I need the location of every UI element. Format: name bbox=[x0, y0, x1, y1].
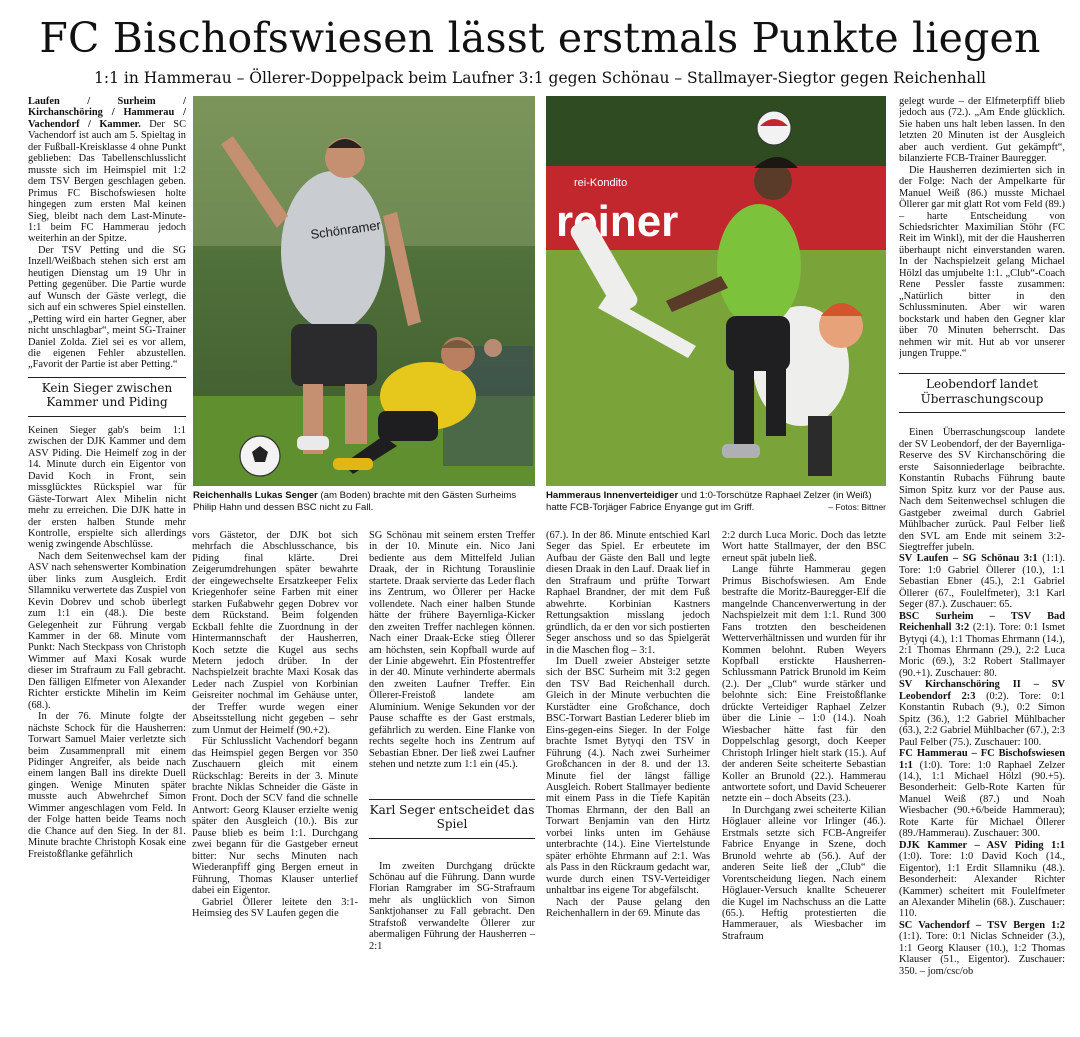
banner-small-text: rei-Kondito bbox=[574, 177, 628, 189]
article-paragraph: Im zweiten Durchgang drückte Schönau auf die Führung. Dann wurde Florian Ramgraber im SG-Strafraum mehr als unglücklich von Simon Sanktjohanser zu Fall gebracht. Den Strafstoß verwandelte Öllerer zur abermaligen Führung der Hausherren – 2:1 bbox=[369, 860, 535, 952]
results-list bbox=[899, 553, 1065, 977]
banner-text: reiner bbox=[556, 197, 679, 246]
result-entry: SV Laufen – SG Schönau 3:1 (1:1). Tore: 1:0 Gabriel Öllerer (10.), 1:1 Sebastian Ebner (45.), 2:1 Gabriel Öllerer (67., Foulelfmeter), 3:1 Karl Seger (87.). Zuschauer: 65. bbox=[899, 553, 1065, 611]
article-paragraph: vors Gästetor, der DJK bot sich mehrfach die Abschlusschance, bis Piding final klärte. Drei Zeigerumdrehungen später bewahrte der eingewechselte Ersatzkeeper Felix Kriegenhofer seine Farben mit einer starken Fußabwehr gegen Dobrev vor dem Rückstand. Beim folgenden Eckball fehlte die Zuordnung in der Hintermannschaft der Hausherren, Koch setzte die Kugel aus sechs Metern jedoch drüber. In der Nachspielzeit brachte Maxi Kosak das Leder nach Zuspiel von Korbinian Geisreiter nochmal im Gehäuse unter, der Treffer wurde wegen einer Abseitsstellung nicht gegeben – sehr zum Unmut der Heimelf (90.+2). bbox=[192, 530, 358, 736]
article-column-4 bbox=[546, 530, 710, 1025]
article-paragraph: gelegt wurde – der Elfmeterpfiff blieb jedoch aus (72.). „Am Ende glücklich. Sie haben uns halt leben lassen. In den letzten 20 Minuten ist der Ausgleich aber auch verdient. Gut gekämpft“, bilanzierte FCB-Trainer Bauregger. bbox=[899, 96, 1065, 165]
result-entry: FC Hammerau – FC Bischofswiesen 1:1 (1:0). Tore: 1:0 Raphael Zelzer (14.), 1:1 Michael Hölzl (90.+5). Besonderheit: Gelb-Rote Karten für Manuel Weiß (87.) und Noah Wiesbacher (90.+6/beide Hammerau); Rote Karte für Michael Öllerer (89./Hammerau). Zuschauer: 300. bbox=[899, 748, 1065, 840]
article-paragraph: Gabriel Öllerer leitete den 3:1-Heimsieg des SV Laufen gegen die bbox=[192, 896, 358, 919]
article-paragraph: Einen Überraschungscoup landete der SV Leobendorf, der der Bayernliga-Reserve des SV Kirchanschöring die erste Saisonniederlage beibrachte. Konstantin Rubachs Führung baute Simon Spitz kurz vor der Pause aus. Nach dem Seitenwechsel schlugen die Gastgeber zweimal durch Gabriel Mühlbacher zurück. Paul Felber ließ den SVL am Ende mit seinem 3:2-Siegtreffer jubeln. bbox=[899, 427, 1065, 553]
shirt-sponsor-text: Schönramer bbox=[309, 217, 382, 243]
article-column-1 bbox=[28, 96, 186, 1021]
photo-credit: – Fotos: Bittner bbox=[828, 501, 886, 512]
article-paragraph: SG Schönau mit seinem ersten Treffer in der 10. Minute ein. Nico Jani bediente aus dem Mittelfeld Julian Draak, der in Richtung Torauslinie startete. Draak servierte das Leder flach ins Zentrum, wo Öllerer per Hacke vollendete. Nach einer halben Stunde hätte der frühere Bayernliga-Kicker den zweiten Treffer nachlegen können. Nach einer Draak-Ecke stieg Öllerer am höchsten, sein Kopfball wurde auf der Linie abgewehrt. Ein Pfostentreffer in der 40. Minute verhinderte abermals den zweiten Laufner Treffer. Ein Öllerer-Freistoß landete am Aluminium. Wenige Sekunden vor der Pause schaffte es der Gast erstmals, gefährlich zu werden. Eine Flanke von rechts segelte hoch ins Zentrum auf Sebastian Ebner. Der ließ zwei Laufner stehen und netzte zum 1:1 ein (45.). bbox=[369, 530, 535, 771]
article-column-5 bbox=[722, 530, 886, 1025]
photo-hammerau-bischofswiesen-image bbox=[546, 96, 886, 486]
article-paragraph: 2:2 durch Luca Moric. Doch das letzte Wort hatte Stallmayer, der den BSC erneut spät jubeln ließ. bbox=[722, 530, 886, 564]
headline: FC Bischofswiesen lässt erstmals Punkte liegen bbox=[39, 14, 1041, 62]
photo-reichenhall-surheim-image bbox=[193, 96, 535, 486]
article-paragraph: In Durchgang zwei scheiterte Kilian Höglauer alleine vor Irlinger (46.). Erstmals setzte sich FCB-Angreifer Fabrice Enyange in Szene, doch Brunold wehrte ab (56.). Auf der anderen Seite ließ der „Club“ die Vorentscheidung liegen. Nach einem Höglauer-Versuch knallte Scheuerer die Kugel im Nachschuss an die Latte (65.). Heftig protestierten die Hammerauer, als Wiesbacher im Strafraum bbox=[722, 804, 886, 942]
subheadline: 1:1 in Hammerau – Öllerer-Doppelpack beim Laufner 3:1 gegen Schönau – Stallmayer-Siegtor gegen Reichenhall bbox=[94, 69, 986, 87]
photo2-caption: Hammeraus Innenverteidiger und 1:0-Torschütze Raphael Zelzer (in Weiß) hatte FCB-Torjäger Fabrice Enyange gut im Griff. – Fotos: Bittner bbox=[546, 490, 886, 513]
article-column-3 bbox=[369, 530, 535, 1025]
photo-reichenhall-surheim bbox=[193, 96, 535, 486]
photo1-caption: Reichenhalls Lukas Senger (am Boden) brachte mit den Gästen Surheims Philip Hahn und dessen BSC nicht zu Fall. bbox=[193, 490, 517, 513]
result-entry: SC Vachendorf – TSV Bergen 1:2 (1:1). Tore: 0:1 Niclas Schneider (3.), 1:1 Georg Klauser (10.), 1:2 Thomas Klauser (51., Eigentor). Zuschauer: 350. – jom/csc/ob bbox=[899, 919, 1065, 977]
signoff: – jom/csc/ob bbox=[919, 965, 974, 977]
intro-paragraph: Laufen / Surheim / Kirchanschöring / Hammerau / Vachendorf / Kammer. Der SC Vachendorf ist auch am 5. Spieltag in der Fußball-Kreisklasse 4 ohne Punkt geblieben: Das Tabellenschlusslicht musste sich im Heimspiel mit 1:2 dem TSV Bergen geschlagen geben. Primus FC Bischofswiesen holte hingegen zum ersten Mal keinen Sieg, bleibt nach dem Last-Minute-1:1 beim FC Hammerau jedoch weiterhin an der Spitze. bbox=[28, 96, 186, 245]
article-paragraph: In der 76. Minute folgte der nächste Schock für die Hausherren: Torwart Samuel Maier verletzte sich beim Zusammenprall mit einem Pidinger Angreifer, als beide nach einem langen Ball ins direkte Duell gingen. Wenige Minuten später musste auch Abwehrchef Simon Wimmer angeschlagen vom Feld. In der Folge hatten beide Teams noch die Chance auf den Sieg. In der 81. Minute brachte Christoph Kosak eine Freistoßflanke gefährlich bbox=[28, 711, 186, 860]
article-paragraph: Die Hausherren dezimierten sich in der Folge: Nach der Ampelkarte für Manuel Weiß (86.) musste Michael Öllerer gar mit glatt Rot vom Feld (89.) – harte Entscheidung von Schiedsrichter Maximilian Stöhr (FC Reit im Winkl), mit der die Hausherren überhaupt nicht einverstanden waren. In der Nachspielzeit gelang Michael Hölzl das umjubelte 1:1. „Club“-Coach Rene Pessler fasste zusammen: „Natürlich bitter in den Schlussminuten. Aber wir waren bockstark und haben den Gegner klar über 70 Minuten beherrscht. Das nehmen wir mit. Hut ab vor unserer jungen Truppe.“ bbox=[899, 164, 1065, 359]
section-heading: Leobendorf landet Überraschungscoup bbox=[899, 373, 1065, 413]
article-paragraph: Für Schlusslicht Vachendorf begann das Heimspiel gegen Bergen vor 350 Zuschauern gleich mit einem Rückschlag: Bereits in der 3. Minute brachte Niklas Schneider die Gäste in Front. Doch der SCV fand die schnelle Antwort: Georg Klauser erzielte wenig später den Ausgleich (10.). Bis zur Pause blieb es beim 1:1. Durchgang zwei begann für die Gastgeber erneut bitter: Nur sechs Minuten nach Wiederanpfiff ging Bergen erneut in Führung, Thomas Klauser unterlief dabei ein Eigentor. bbox=[192, 736, 358, 897]
section-heading: Kein Sieger zwischen Kammer und Piding bbox=[28, 377, 186, 417]
article-paragraph: Keinen Sieger gab's beim 1:1 zwischen der DJK Kammer und dem ASV Piding. Die Heimelf zog in der 14. Minute durch ein Eigentor von David Koch in Front, sein missglücktes Rückspiel war für Gäste-Torwart Alex Mihelin nicht mehr zu erreichen. Die DJK hatte in der ersten halben Stunde mehr Kontrolle, erspielte sich allerdings wenig zwingende Abschlüsse. bbox=[28, 424, 186, 551]
article-paragraph: Nach der Pause gelang den Reichenhallern in der 69. Minute das bbox=[546, 896, 710, 919]
result-entry: BSC Surheim – TSV Bad Reichenhall 3:2 (2:1). Tore: 0:1 Ismet Bytyqi (4.), 1:1 Thomas Ehrmann (14.), 2:1 Thomas Ehrmann (29.), 2:2 Luca Moric (69.), 3:2 Robert Stallmayer (90.+1). Zuschauer: 80. bbox=[899, 610, 1065, 679]
dateline: Laufen / Surheim / Kirchanschöring / Hammerau / Vachendorf / Kammer. bbox=[28, 96, 186, 130]
article-column-2 bbox=[192, 530, 358, 1025]
article-paragraph: (67.). In der 86. Minute entschied Karl Seger das Spiel. Er erbeutete im Aufbau der Gäste den Ball und legte diesen Draak in den Lauf. Draak lief in den Strafraum und prüfte Torwart Raphael Brandner, der mit dem Fuß abwehrte. Korbinian Kastners Rettungsaktion misslang jedoch gründlich, da er den vor sich postierten Seger anschoss und so das Spielgerät in die Maschen flog – 3:1. bbox=[546, 530, 710, 656]
section-heading: Karl Seger entscheidet das Spiel bbox=[369, 799, 535, 839]
photo-hammerau-bischofswiesen bbox=[546, 96, 886, 486]
article-paragraph: Im Duell zweier Absteiger setzte sich der BSC Surheim mit 3:2 gegen den TSV Bad Reichenhall durch. Gleich in der Minute verbuchten die Kurstädter eine Großchance, doch BSC-Torwart Bastian Lederer blieb im Eins-gegen-eins Sieger. In der Folge brachte Ismet Bytyqi den TSV in Führung (4.). Nach zwei Surheimer Großchancen in der 8. und der 13. Minute fiel der längst fällige Ausgleich. Robert Stallmayer bediente mit einem Pass in die Tiefe Kapitän Thomas Ehrmann, der den Ball an Torwart Benjamin van den Hirtz vorbei links unten im Gehäuse unterbrachte (14.). Eine Viertelstunde später erhöhte Ehrmann auf 2:1. Was als Pass in den Rückraum gedacht war, wurde durch einen TSV-Verteidiger unhaltbar ins eigene Tor abgefälscht. bbox=[546, 655, 710, 897]
result-entry: SV Kirchanschöring II – SV Leobendorf 2:3 (0:2). Tore: 0:1 Konstantin Rubach (9.), 0:2 Simon Spitz (36.), 1:2 Gabriel Mühlbacher (63.), 2:2 Gabriel Mühlbacher (67.), 2:3 Paul Felber (75.). Zuschauer: 100. bbox=[899, 679, 1065, 748]
result-entry: DJK Kammer – ASV Piding 1:1 (1:0). Tore: 1:0 David Koch (14., Eigentor), 1:1 Erdit Sllamniku (48.). Besonderheit: Alexander Richter (Kammer) scheitert mit Foulelfmeter an Alexander Mihelin (68.). Zuschauer: 110. bbox=[899, 839, 1065, 920]
article-paragraph: Lange führte Hammerau gegen Primus Bischofswiesen. Am Ende bestrafte die Moritz-Bauregger-Elf die mangelnde Chancenverwertung in der Nachspielzeit mit dem 1:1. Rund 300 Fans trotzten den bescheidenen Wetterverhältnissen und wurden für ihr Kommen belohnt. Ruben Weyers Kopfball erstickte Hausherren-Schlussmann Patrick Brunold im Keim (2.). Der „Club“ wurde stärker und belohnte sich: Eine Freistoßflanke drückte Verteidiger Raphael Zelzer über die Linie – 1:0 (14.). Noah Wiesbacher hätte fast für den Doppelschlag gesorgt, doch Keeper Christoph Irlinger hielt stark (15.). Auf der anderen Seite scheiterte Sebastian Koller an Brunold (22.). Hammerau antwortete sofort, und David Scheuerer netzte ein – doch Abseits (23.). bbox=[722, 564, 886, 805]
article-column-6 bbox=[899, 96, 1065, 1025]
article-paragraph: Nach dem Seitenwechsel kam der ASV nach sehenswerter Kombination über links zum Ausgleich. Erdit Sllamniku verwertete das Zuspiel von Kevin Dobrev und schob überlegt zum 1:1 ein (48.). Die beste Gelegenheit zur Führung vergab Kammer in der 68. Minute vom Punkt: Nach Steckpass von Christoph Wimmer auf Maxi Kosak wurde dieser im Strafraum zu Fall gebracht. Den fälligen Elfmeter von Alexander Richter erstickte Mihelin im Keim (68.). bbox=[28, 550, 186, 711]
article-paragraph: Der TSV Petting und die SG Inzell/Weißbach stehen sich erst am heutigen Dienstag um 19 Uhr in Petting gegenüber. Die Partie wurde auf Wunsch der Gäste verlegt, die sich auf ein schweres Spiel einstellen. „Petting wird ein harter Gegner, aber nicht unschlagbar“, meint SG-Trainer Daniel Zolda. Ziel sei es vor allem, die eigenen Fehler abzustellen. „Favorit der Partie ist aber Petting.“ bbox=[28, 244, 186, 371]
